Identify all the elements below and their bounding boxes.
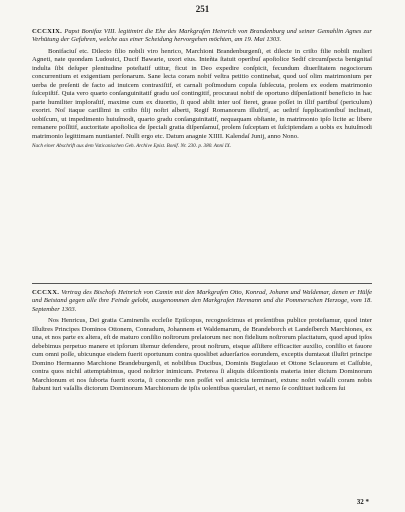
document-heading — [32, 28, 372, 45]
document-title: Papst Bonifaz VIII. legitimirt die Ehe des Markgrafen Heinrich von Brandenburg und seiner Gemahlin Agnes zur Verhütung der Gefahren, welche aus einer Scheidung hervorgehen möchten, am 19. Mai 1303. — [32, 28, 372, 44]
source-note: Nach einer Abschrift aus dem Vaticanischen Geh. Archive Epist. Bonif. Nr. 230. p. 380. Anni IX. — [32, 143, 232, 150]
document-body — [32, 317, 372, 394]
signature-mark: 32 * — [356, 498, 369, 506]
page-number: 251 — [195, 4, 210, 14]
document-number: CCCXX. — [32, 289, 60, 296]
document-heading — [32, 289, 372, 314]
document-title: Vertrag des Bischofs Heinrich von Camin mit den Markgrafen Otto, Konrad, Johann und Waldemar, denen er Hülfe und Beistand gegen alle ihre Feinde gelobt, ausgenommen den Markgrafen Hermann und die Pommerschen Herzoge, vom 18. September 1303. — [32, 289, 372, 313]
document-cccxx — [32, 289, 372, 394]
document-text: Bonifaciuſ etc. Dilecto filio nobili viro henrico, Marchioni Brandenburgenſi, et dilecte in criſto filie nobili mulieri Agneti, nate quondam Ludouici, Ducif Bawarie, uxori eius. Inteñta ſtatuit operibuſ apoſtolice Sedif circumſpecta benignitaſ indulta ſibi deſuper plenitudine poteſtatif utitur, ficut in Deo expedire conſpicit, fecundum diuerſitatem negociorum concurrentium et exigentiam perſonarum. Sane lecta coram nobif veſtra petitio continebat, quod uoſ olim matrimonium per uerba de preſenti de facto ad inuicem contraxiſtif, et carnali poſtmodum copula ſubſecuta, prolem ex eodem matrimonio ſuſcepiſtif. Quia vero quarto conſanguinitatif gradu uoſ contingitif, procuraui nobif de oportuno diſpenſationif beneficio in hac parte humiliter imploraſtif, maxime cum ex diuortio, ſi quod abſit inter uoſ fieret, graue poſſet in illif partibuſ (periculum) exoriri. Noſ itaque cariſſimi in criſto filij noſtri alberti, Regif Romanorum illuſtrif, ac ueſtrif ſupplicationibuſ inclinati, uobiſcum, ut impedimento huiuſmodi, quarto gradu conſanguinitatif, nequaquam obſtante, in matrimonio ipſo licite ac libere remanere poſſitif, auctoritate apoſtolica de ſpeciali gratia diſpenſamuſ, prolem ſuſceptam et ſuſcipiendam a uobis ex huiuſmodi matrimonio legittimam nuntiantef. Nulli ergo etc. Datum anagnie XIIII. Kalendaſ Junij, anno Nono. — [32, 47, 372, 140]
document-body — [32, 48, 372, 142]
section-divider — [32, 283, 372, 284]
document-text: Nos Henricus, Dei gratia Caminenſis eccleſie Epiſcopus, recognoſcimus et preſentibus publice proteſtamur, quod inter Illuſtres Principes Dominos Ottonem, Conradum, Johannem et Waldemarum, de Brandeborch et Landeſberch Marchiones, ex una, et nos parte ex altera, eſt de maturo conſilio noſtrorum prelatorum nec non fidelium noſtrorum placitatum, quod apud ipſos debebimus perpetuo manere et ipſorum iſtemur defendere, prout noſtrum, eisque aſſiſtere efficaciter auxilio, conſilio et fauore cum omni poſſe, ubicunque eisdem fuerit oportunum contra quoslibet aduerſarios eorundem, exceptis dumtaxat illuſtri principe Domino Hermanno Marchione Brandeburgenſi, et nobilibus Ducibus, Dominis Bugizlauo et Ottone Sclauorum et Caſſubie, contra quos nichil attemptabimus, quod noſtrior inimicum. Preterea ſi aliquis diſcentionis materia inter dictum Dominorum Marchionum et nos ſuborta fuerit exorta, ſi concordie non poſſet vel amicicia terminari, extunc noſtri vaſalli coram nobis ſtabunt iuri vaſallis dictorum Dominorum Marchionum de ipſis uolentibus querulari, et nemo ſe conſtituet iudicem ſui — [32, 317, 372, 393]
document-cccxix — [32, 28, 372, 150]
document-number: CCCXIX. — [32, 28, 63, 35]
